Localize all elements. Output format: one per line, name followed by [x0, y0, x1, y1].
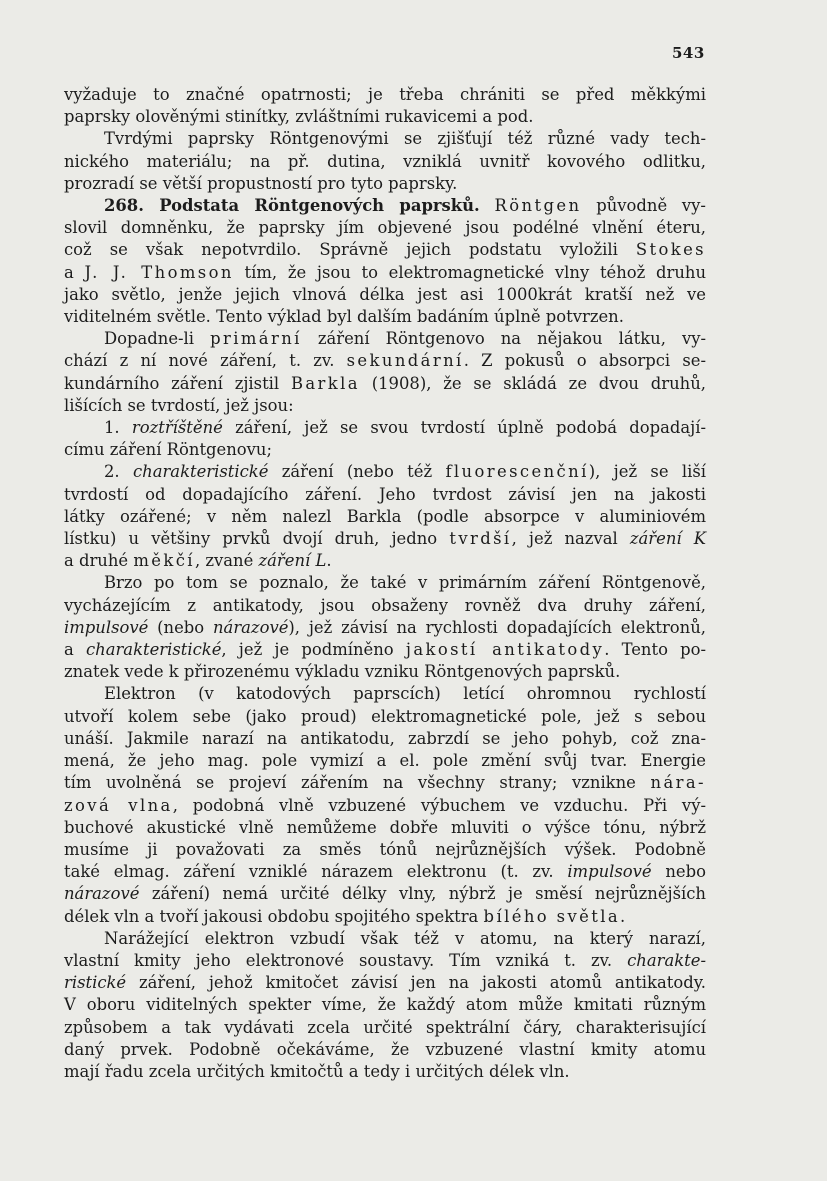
- text-run: ), jež se liší: [588, 462, 706, 482]
- italic-term: charakte-: [627, 950, 706, 970]
- italic-term: charakteristické: [132, 462, 269, 482]
- text-line: [64, 772, 706, 794]
- italic-term: impulsové: [567, 862, 652, 882]
- text-line: [64, 795, 706, 817]
- text-run: címu záření Röntgenovu;: [64, 440, 272, 460]
- text-run: 1.: [104, 418, 132, 438]
- text-line: [64, 639, 706, 661]
- text-line: [64, 506, 706, 528]
- italic-term: charakteristické: [85, 640, 222, 660]
- text-run: Narážející elektron vzbudí však též v atomu, na který narazí,: [104, 928, 706, 948]
- text-run: Brzo po tom se poznalo, že také v primárním záření Röntgenově,: [104, 573, 706, 593]
- text-line: [64, 417, 706, 439]
- text-line: [64, 484, 706, 506]
- text-run: Elektron (v katodových paprscích) letící ohromnou rychlostí: [104, 684, 706, 704]
- text-run: tvrdostí od dopadajícího záření. Jeho tvrdost závisí jen na jakosti: [64, 484, 706, 504]
- spaced-emphasis: Röntgen: [494, 196, 582, 216]
- spaced-emphasis: sekundární: [346, 351, 464, 371]
- text-run: a: [64, 262, 85, 282]
- text-line: [64, 972, 706, 994]
- spaced-emphasis: zová vlna: [64, 795, 173, 815]
- text-run: původně vy-: [581, 196, 706, 216]
- italic-term: impulsové: [64, 617, 149, 637]
- text-run: kundárního záření zjistil: [64, 373, 291, 393]
- text-run: jako světlo, jenže jejich vlnová délka jest asi 1000krát kratší než ve: [64, 284, 706, 304]
- spaced-emphasis: bílého světla: [483, 906, 621, 926]
- spaced-emphasis: primární: [210, 329, 302, 349]
- text-line: [64, 262, 706, 284]
- text-run: a druhé: [64, 551, 134, 571]
- spaced-emphasis: tvrdší: [449, 529, 512, 549]
- text-run: chází z ní nové záření, t. zv.: [64, 351, 347, 371]
- spaced-emphasis: nára-: [650, 773, 706, 793]
- text-line: [64, 550, 706, 572]
- text-run: délek vln a tvoří jakousi obdobu spojitého spektra: [64, 906, 484, 926]
- text-line: [64, 195, 706, 217]
- text-line: [64, 750, 706, 772]
- text-run: mají řadu zcela určitých kmitočtů a tedy i určitých délek vln.: [64, 1061, 570, 1081]
- text-run: 2.: [104, 462, 133, 482]
- text-run: , zvané: [194, 551, 259, 571]
- italic-term: nárazové: [213, 617, 289, 637]
- body-text: [64, 84, 706, 1083]
- text-run: musíme ji považovati za směs tónů nejrůznějších výšek. Podobně: [64, 839, 706, 859]
- text-run: prozradí se větší propustností pro tyto paprsky.: [64, 173, 458, 193]
- text-line: [64, 239, 706, 261]
- text-run: Dopadne-li: [104, 329, 211, 349]
- text-run: tím uvolněná se projeví zářením na všechny strany; vznikne: [64, 773, 651, 793]
- text-line: [64, 928, 706, 950]
- text-run: vycházejícím z antikatody, jsou obsaženy rovněž dva druhy záření,: [64, 595, 706, 615]
- text-line: [64, 461, 706, 483]
- text-line: [64, 439, 706, 461]
- spaced-emphasis: Stokes: [635, 240, 706, 260]
- text-run: tím, že jsou to elektromagnetické vlny téhož druhu: [233, 262, 706, 282]
- text-run: utvoří kolem sebe (jako proud) elektromagnetické pole, jež s sebou: [64, 706, 706, 726]
- text-run: nického materiálu; na př. dutina, vzniklá uvnitř kovového odlitku,: [64, 151, 706, 171]
- text-line: [64, 528, 706, 550]
- text-line: [64, 328, 706, 350]
- section-number: 268.: [104, 196, 160, 216]
- text-run: látky ozářené; v něm nalezl Barkla (podle absorpce v aluminiovém: [64, 506, 706, 526]
- page-number: 543: [672, 44, 705, 62]
- text-run: nebo: [651, 862, 706, 882]
- spaced-emphasis: fluorescenční: [445, 462, 589, 482]
- text-line: [64, 617, 706, 639]
- text-line: [64, 1061, 706, 1083]
- text-line: [64, 839, 706, 861]
- text-line: [64, 994, 706, 1016]
- section-title: Podstata Röntgenových paprsků.: [159, 196, 480, 216]
- text-run: ), jež závisí na rychlosti dopadajících elektronů,: [288, 617, 706, 637]
- text-line: [64, 706, 706, 728]
- text-run: (1908), že se skládá ze dvou druhů,: [359, 373, 706, 393]
- spaced-emphasis: Barkla: [290, 373, 360, 393]
- text-run: unáší. Jakmile narazí na antikatodu, zabrzdí se jeho pohyb, což zna-: [64, 728, 706, 748]
- text-line: [64, 817, 706, 839]
- text-line: [64, 306, 706, 328]
- text-run: daný prvek. Podobně očekáváme, že vzbuzené vlastní kmity atomu: [64, 1039, 706, 1059]
- text-run: také elmag. záření vzniklé nárazem elektronu (t. zv.: [64, 862, 568, 882]
- text-run: lišících se tvrdostí, jež jsou:: [64, 395, 294, 415]
- text-line: [64, 728, 706, 750]
- text-run: záření, jehož kmitočet závisí jen na jakosti atomů antikatody.: [126, 973, 706, 993]
- text-line: [64, 1039, 706, 1061]
- text-line: [64, 128, 706, 150]
- text-run: způsobem a tak vydávati zcela určité spektrální čáry, charakterisující: [64, 1017, 706, 1037]
- text-run: znatek vede k přirozenému výkladu vzniku Röntgenových paprsků.: [64, 662, 621, 682]
- text-line: [64, 861, 706, 883]
- text-line: [64, 395, 706, 417]
- text-line: [64, 683, 706, 705]
- italic-term: záření K: [629, 529, 707, 549]
- text-run: lístku) u většiny prvků dvojí druh, jedno: [64, 529, 450, 549]
- spaced-emphasis: jakostí antikatody: [405, 640, 605, 660]
- text-line: [64, 373, 706, 395]
- text-run: vlastní kmity jeho elektronové soustavy. Tím vzniká t. zv.: [64, 950, 628, 970]
- text-run: , podobná vlně vzbuzené výbuchem ve vzduchu. Při vý-: [172, 795, 706, 815]
- italic-term: roztříštěné: [131, 418, 223, 438]
- spaced-emphasis: měkčí: [133, 551, 195, 571]
- text-line: [64, 572, 706, 594]
- spaced-emphasis: J. J. Thomson: [84, 262, 234, 282]
- text-run: . Tento po-: [604, 640, 707, 660]
- text-line: [64, 151, 706, 173]
- text-run: . Z pokusů o absorpci se-: [463, 351, 706, 371]
- text-run: buchové akustické vlně nemůžeme dobře mluviti o výšce tónu, nýbrž: [64, 817, 706, 837]
- text-line: [64, 906, 706, 928]
- text-run: a: [64, 640, 86, 660]
- text-run: [480, 196, 495, 215]
- text-line: [64, 950, 706, 972]
- text-line: [64, 883, 706, 905]
- text-run: (nebo: [148, 617, 213, 637]
- text-line: [64, 661, 706, 683]
- text-run: mená, že jeho mag. pole vymizí a el. pole změní svůj tvar. Energie: [64, 751, 706, 771]
- italic-term: nárazové: [64, 884, 140, 904]
- text-line: [64, 106, 706, 128]
- text-run: , jež je podmíněno: [221, 640, 406, 660]
- italic-term: ristické: [64, 973, 127, 993]
- italic-term: záření L: [258, 551, 327, 571]
- text-run: .: [326, 551, 332, 571]
- text-line: [64, 350, 706, 372]
- text-run: záření (nebo též: [268, 462, 446, 482]
- text-run: záření, jež se svou tvrdostí úplně podobá dopadají-: [222, 418, 706, 438]
- text-run: záření Röntgenovo na nějakou látku, vy-: [301, 329, 707, 349]
- text-line: [64, 173, 706, 195]
- text-line: [64, 1017, 706, 1039]
- text-line: [64, 595, 706, 617]
- text-run: Tvrdými paprsky Röntgenovými se zjišťují též různé vady tech-: [104, 129, 706, 149]
- text-line: [64, 84, 706, 106]
- text-run: vyžaduje to značné opatrnosti; je třeba chrániti se před měkkými: [64, 85, 706, 104]
- text-run: viditelném světle. Tento výklad byl dalším badáním úplně potvrzen.: [64, 307, 624, 327]
- text-line: [64, 217, 706, 239]
- text-line: [64, 284, 706, 306]
- text-run: paprsky olověnými stinítky, zvláštními rukavicemi a pod.: [64, 107, 534, 127]
- text-run: což se však nepotvrdilo. Správně jejich podstatu vyložili: [64, 240, 636, 260]
- text-run: , jež nazval: [511, 529, 630, 549]
- text-run: .: [620, 906, 626, 926]
- text-run: záření) nemá určité délky vlny, nýbrž je směsí nejrůznějších: [139, 884, 706, 904]
- text-run: V oboru viditelných spekter víme, že každý atom může kmitati různým: [64, 995, 706, 1015]
- text-run: slovil domněnku, že paprsky jím objevené jsou podélné vlnění éteru,: [64, 218, 706, 238]
